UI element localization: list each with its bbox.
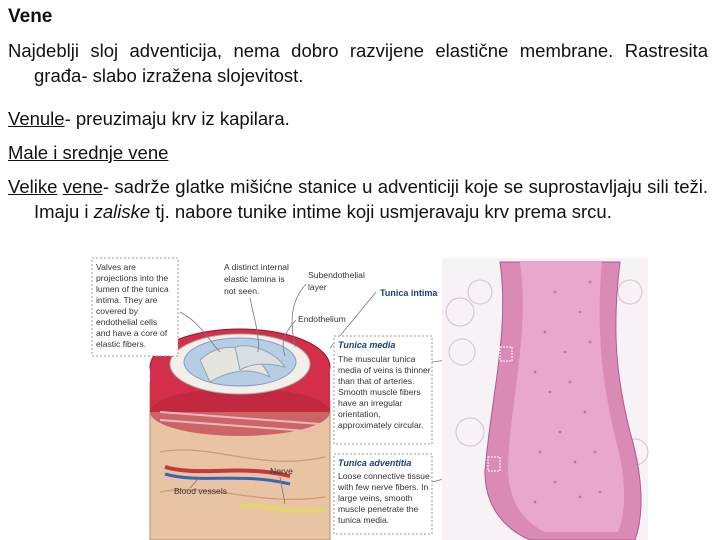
term-valves: zaliske: [93, 201, 151, 222]
media-line-7: approximately circular.: [338, 420, 424, 430]
paragraph-adventitia: Najdeblji sloj adventicija, nema dobro razvijene elastične membrane. Rastresita građa- slabo izražena slojevitost.: [8, 40, 708, 86]
valves-line-2: projections into the: [96, 273, 169, 283]
valves-line-6: endothelial cells: [96, 317, 158, 327]
adventitia-line-3: large veins, smooth: [338, 493, 413, 503]
large-veins-text-1: - sadrže glatke mišićne stanice u adventiciji koje se suprostavljaju sili teži. Imaju i: [34, 176, 708, 222]
tunica-adventitia-title: Tunica adventitia: [338, 458, 412, 468]
nerve-label: Nerve: [270, 466, 293, 476]
svg-text:intima. They are: [96, 295, 158, 305]
valves-line-8: elastic fibers.: [96, 339, 147, 349]
slide-title: Vene: [8, 6, 53, 27]
tunica-media-title: Tunica media: [338, 340, 396, 350]
adventitia-line-1: Loose connective tissue: [338, 471, 430, 481]
svg-text:The muscular tunica: [338, 354, 416, 364]
term-large: Velike: [8, 176, 58, 197]
subendothelial-line-1: Subendothelial: [308, 270, 365, 280]
svg-text:covered by: [96, 306, 139, 316]
svg-text:tunica media.: [338, 515, 389, 525]
lamina-line-1: A distinct internal: [224, 262, 289, 272]
blood-vessels-label: Blood vessels: [174, 486, 228, 496]
histology-micrograph: [442, 258, 648, 540]
svg-text:Loose connective tissue: [338, 471, 430, 481]
endothelium-label: Endothelium: [298, 314, 346, 324]
media-line-4: Smooth muscle fibers: [338, 387, 421, 397]
svg-text:muscle penetrate the: [338, 504, 418, 514]
media-line-6: orientation,: [338, 409, 381, 419]
svg-text:lumen of the tunica: [96, 284, 169, 294]
term-venule: Venule: [8, 108, 65, 129]
valves-line-7: and have a core of: [96, 328, 168, 338]
svg-text:elastic lamina is: [224, 274, 285, 284]
svg-text:approximately circular.: [338, 420, 424, 430]
svg-text:orientation,: [338, 409, 381, 419]
svg-text:and have a core of: [96, 328, 168, 338]
svg-text:media of veins is thinner: [338, 365, 431, 375]
valves-line-1: Valves are: [96, 262, 136, 272]
svg-text:have an irregular: [338, 398, 403, 408]
svg-text:A distinct internal: [224, 262, 289, 272]
lamina-line-2: elastic lamina is: [224, 274, 285, 284]
paragraph-small-medium-veins: Male i srednje vene: [8, 142, 169, 163]
svg-text:Subendothelial: [308, 270, 365, 280]
svg-text:endothelial cells: [96, 317, 157, 327]
lamina-line-3: not seen.: [224, 286, 260, 296]
svg-text:Smooth muscle fibers: [338, 387, 421, 397]
subendothelial-line-2: layer: [308, 282, 327, 292]
paragraph-venules: [8, 106, 708, 131]
svg-text:Valves are: [96, 262, 136, 272]
adventitia-line-2: with few nerve fibers. In: [338, 482, 429, 492]
media-line-2: media of veins is thinner: [338, 365, 431, 375]
media-line-3: than that of arteries.: [338, 376, 415, 386]
subendothelial-callout: [292, 270, 365, 347]
svg-text:large veins, smooth: [338, 493, 413, 503]
tunica-intima-label: Tunica intima: [380, 288, 438, 298]
svg-text:not seen.: [224, 286, 259, 296]
svg-text:layer: [308, 282, 327, 292]
media-line-1: The muscular tunica: [338, 354, 416, 364]
vein-wall-figure: [90, 252, 650, 540]
vein-diagram: [150, 329, 330, 540]
large-veins-text-2: tj. nabore tunike intime koji usmjeravaju krv prema srcu.: [150, 201, 612, 222]
venule-text: - preuzimaju krv iz kapilara.: [64, 108, 290, 129]
adventitia-line-4: muscle penetrate the: [338, 504, 419, 514]
svg-text:than that of arteries.: [338, 376, 414, 386]
term-veins: vene: [62, 176, 103, 197]
valves-line-4: intima. They are: [96, 295, 158, 305]
valves-line-3: lumen of the tunica: [96, 284, 169, 294]
valves-line-5: covered by: [96, 306, 139, 316]
svg-text:with few nerve fibers. In: [337, 482, 428, 492]
svg-text:projections into the: [96, 273, 168, 283]
media-line-5: have an irregular: [338, 398, 403, 408]
svg-text:elastic fibers.: [96, 339, 146, 349]
paragraph-large-veins: [8, 174, 708, 224]
adventitia-line-5: tunica media.: [338, 515, 390, 525]
